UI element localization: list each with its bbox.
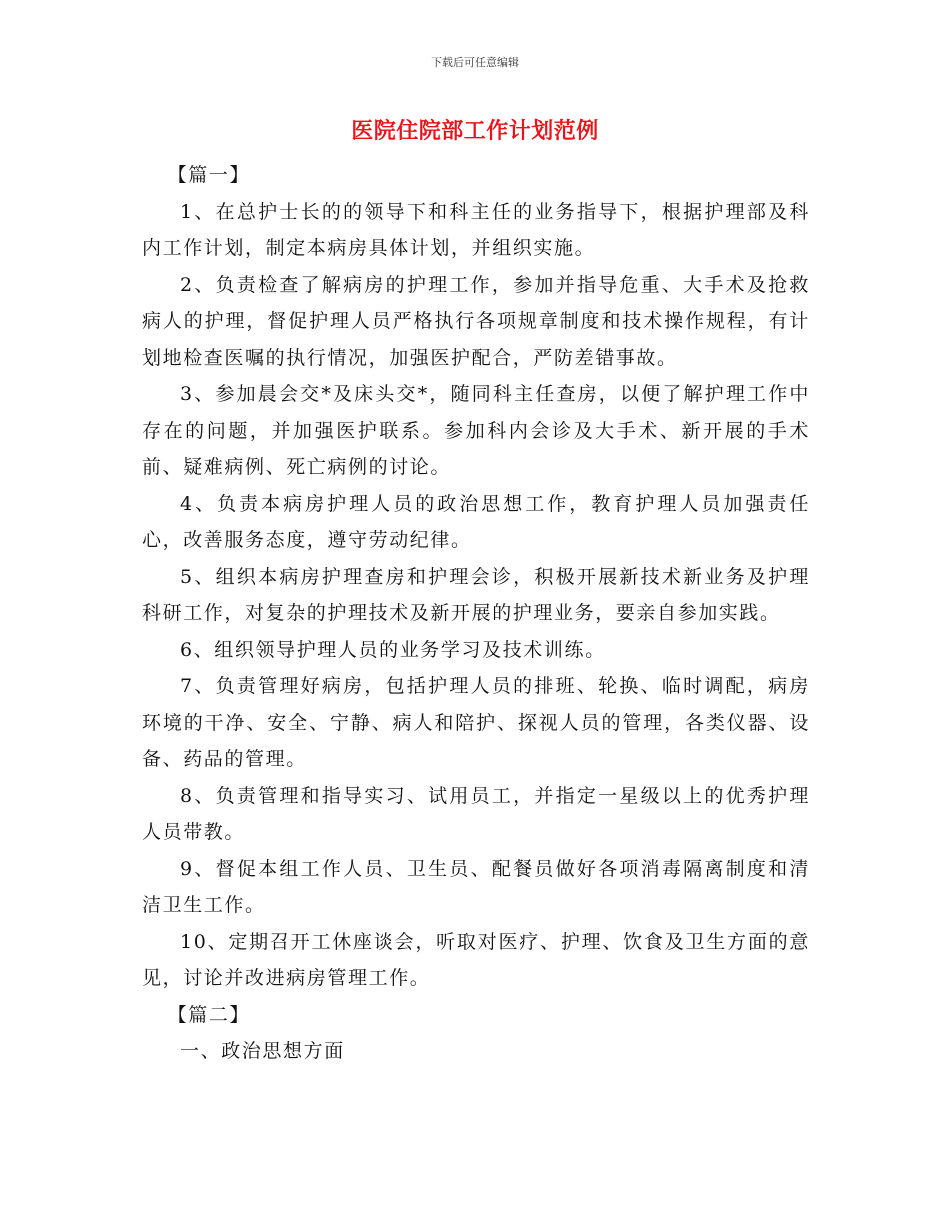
document-title: 医院住院部工作计划范例 xyxy=(351,119,599,144)
subheading-political-thought: 一、政治思想方面 xyxy=(180,1040,345,1062)
paragraph-item-9: 9、督促本组工作人员、卫生员、配餐员做好各项消毒隔离制度和清洁卫生工作。 xyxy=(142,857,810,916)
header-note: 下载后可任意编辑 xyxy=(431,56,519,69)
paragraph-item-6: 6、组织领导护理人员的业务学习及技术训练。 xyxy=(180,638,606,661)
paragraph-item-5: 5、组织本病房护理查房和护理会诊，积极开展新技术新业务及护理科研工作，对复杂的护理技术及新开展的护理业务，要亲自参加实践。 xyxy=(142,565,810,624)
section-heading-part-one: 【篇一】 xyxy=(167,164,251,186)
paragraph-item-1: 1、在总护士长的的领导下和科主任的业务指导下，根据护理部及科内工作计划，制定本病房具体计划，并组织实施。 xyxy=(142,200,810,259)
paragraph-item-8: 8、负责管理和指导实习、试用员工，并指定一星级以上的优秀护理人员带教。 xyxy=(142,784,810,843)
paragraph-item-7: 7、负责管理好病房，包括护理人员的排班、轮换、临时调配，病房环境的干净、安全、宁静、病人和陪护、探视人员的管理，各类仪器、设备、药品的管理。 xyxy=(142,675,810,770)
paragraph-item-4: 4、负责本病房护理人员的政治思想工作，教育护理人员加强责任心，改善服务态度，遵守劳动纪律。 xyxy=(142,492,810,551)
document-body xyxy=(142,157,810,1070)
section-heading-part-two: 【篇二】 xyxy=(167,1003,251,1026)
paragraph-item-2: 2、负责检查了解病房的护理工作，参加并指导危重、大手术及抢救病人的护理，督促护理人员严格执行各项规章制度和技术操作规程，有计划地检查医嘱的执行情况，加强医护配合，严防差错事故。 xyxy=(142,273,810,369)
paragraph-item-10: 10、定期召开工休座谈会，听取对医疗、护理、饮食及卫生方面的意见，讨论并改进病房管理工作。 xyxy=(142,930,810,989)
paragraph-item-3: 3、参加晨会交*及床头交*，随同科主任查房，以便了解护理工作中存在的问题，并加强医护联系。参加科内会诊及大手术、新开展的手术前、疑难病例、死亡病例的讨论。 xyxy=(142,383,810,478)
